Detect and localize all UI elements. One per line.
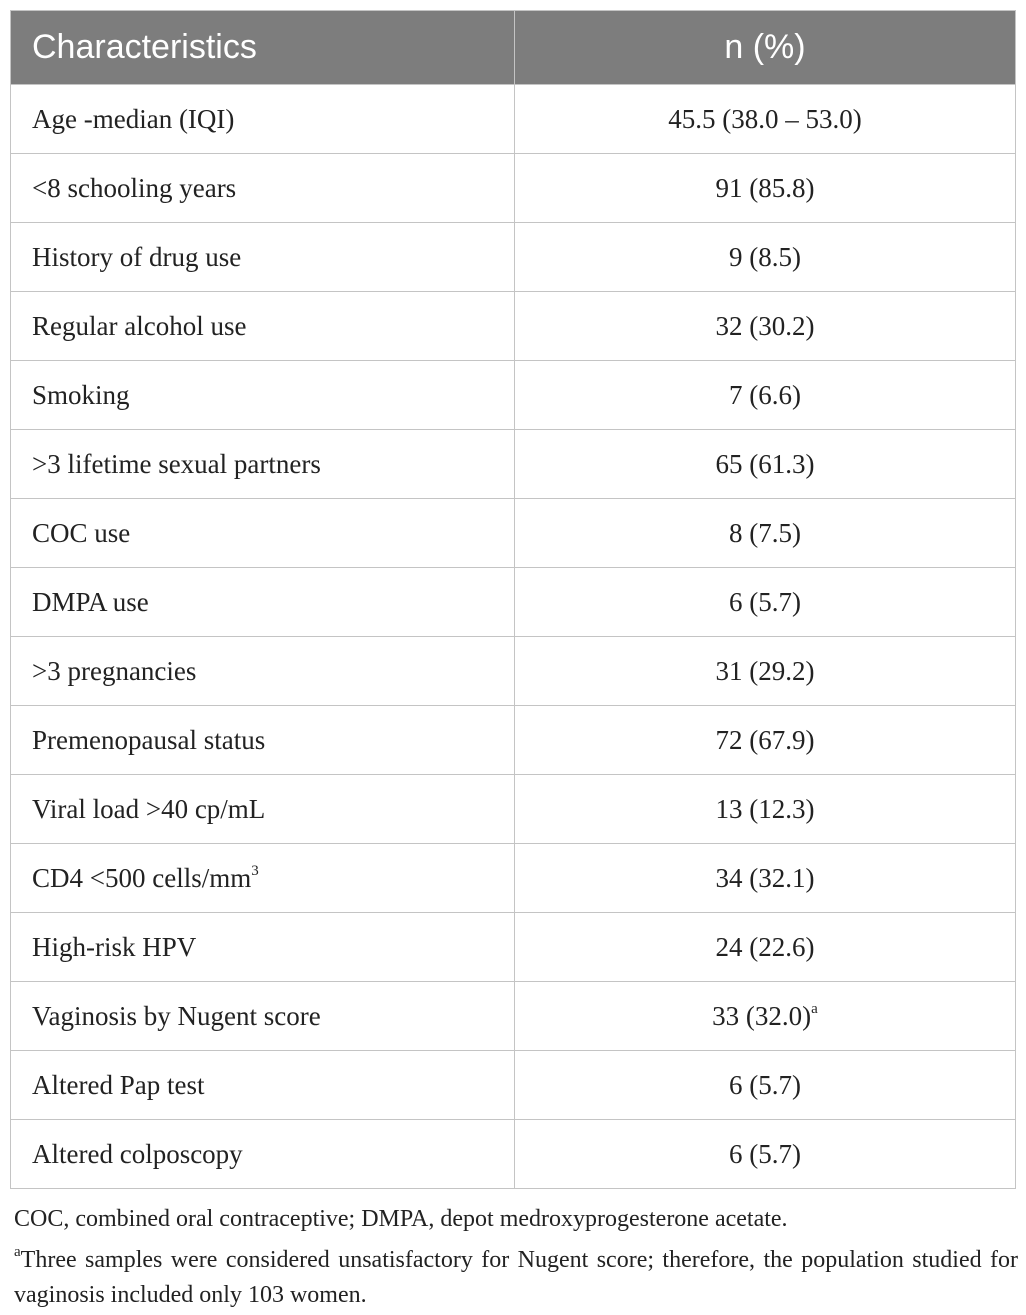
row-characteristic-superscript: 3 <box>251 862 259 879</box>
row-characteristic-text: History of drug use <box>32 241 242 272</box>
row-characteristic <box>11 292 515 361</box>
footnote-a-text: Three samples were considered unsatisfactory for Nugent score; therefore, the population studied for vaginosis included only 103 women. <box>14 1247 1018 1308</box>
characteristics-table-container <box>10 10 1015 1189</box>
row-value-text: 33 (32.0) <box>712 1000 812 1031</box>
row-characteristic <box>11 913 515 982</box>
table-body <box>11 85 1016 1189</box>
row-value-text: 31 (29.2) <box>715 655 815 686</box>
header-row <box>11 11 1016 85</box>
row-value-text: 6 (5.7) <box>729 1069 801 1100</box>
row-characteristic <box>11 568 515 637</box>
header-characteristics: Characteristics <box>11 11 515 85</box>
row-characteristic-text: DMPA use <box>32 586 149 617</box>
row-characteristic <box>11 775 515 844</box>
row-characteristic-text: CD4 <500 cells/mm <box>32 862 252 893</box>
row-characteristic-text: Regular alcohol use <box>32 310 247 341</box>
table-row <box>11 361 1016 430</box>
row-characteristic <box>11 499 515 568</box>
row-value <box>515 154 1016 223</box>
table-row <box>11 637 1016 706</box>
row-value-text: 6 (5.7) <box>729 1138 801 1169</box>
row-value-text: 24 (22.6) <box>715 931 815 962</box>
row-value <box>515 1120 1016 1189</box>
row-characteristic-text: High-risk HPV <box>32 931 197 962</box>
row-value <box>515 568 1016 637</box>
row-characteristic-text: Vaginosis by Nugent score <box>32 1000 321 1031</box>
table-footnotes <box>14 1202 1018 1313</box>
row-value <box>515 361 1016 430</box>
row-value-superscript: a <box>811 1000 818 1017</box>
table-row <box>11 706 1016 775</box>
row-characteristic-text: Viral load >40 cp/mL <box>32 793 266 824</box>
row-value-text: 91 (85.8) <box>715 172 815 203</box>
row-value-text: 34 (32.1) <box>715 862 815 893</box>
characteristics-table <box>10 10 1016 1189</box>
footnote-abbreviations: COC, combined oral contraceptive; DMPA, depot medroxyprogesterone acetate. <box>14 1206 788 1232</box>
header-n-percent: n (%) <box>515 11 1016 85</box>
table-row <box>11 568 1016 637</box>
row-characteristic-text: Altered colposcopy <box>32 1138 243 1169</box>
row-value-text: 72 (67.9) <box>715 724 815 755</box>
row-characteristic <box>11 706 515 775</box>
row-characteristic <box>11 154 515 223</box>
row-value-text: 8 (7.5) <box>729 517 801 548</box>
table-row <box>11 1120 1016 1189</box>
row-characteristic-text: Altered Pap test <box>32 1069 205 1100</box>
table-header <box>11 11 1016 85</box>
table-row <box>11 1051 1016 1120</box>
footnote-a <box>14 1237 1018 1313</box>
row-characteristic <box>11 637 515 706</box>
row-value-text: 6 (5.7) <box>729 586 801 617</box>
row-characteristic <box>11 982 515 1051</box>
row-value <box>515 637 1016 706</box>
row-characteristic-text: <8 schooling years <box>32 172 237 203</box>
row-value <box>515 706 1016 775</box>
row-characteristic <box>11 844 515 913</box>
table-row <box>11 292 1016 361</box>
row-value <box>515 223 1016 292</box>
table-row <box>11 499 1016 568</box>
table-row <box>11 430 1016 499</box>
row-value <box>515 775 1016 844</box>
table-row <box>11 775 1016 844</box>
table-row <box>11 844 1016 913</box>
row-characteristic <box>11 1051 515 1120</box>
row-value <box>515 982 1016 1051</box>
row-value <box>515 85 1016 154</box>
row-value <box>515 1051 1016 1120</box>
row-characteristic-text: >3 lifetime sexual partners <box>32 448 321 479</box>
row-characteristic-text: Smoking <box>32 379 130 410</box>
row-characteristic <box>11 361 515 430</box>
table-row <box>11 85 1016 154</box>
row-value-text: 9 (8.5) <box>729 241 801 272</box>
row-characteristic-text: Premenopausal status <box>32 724 266 755</box>
row-characteristic-text: Age -median (IQI) <box>32 103 235 134</box>
table-row <box>11 913 1016 982</box>
row-characteristic-text: >3 pregnancies <box>32 655 197 686</box>
row-value-text: 7 (6.6) <box>729 379 801 410</box>
row-value <box>515 499 1016 568</box>
row-value <box>515 844 1016 913</box>
row-value <box>515 430 1016 499</box>
row-characteristic <box>11 85 515 154</box>
row-value-text: 32 (30.2) <box>715 310 815 341</box>
row-value <box>515 913 1016 982</box>
row-value <box>515 292 1016 361</box>
table-row <box>11 982 1016 1051</box>
table-row <box>11 223 1016 292</box>
row-value-text: 65 (61.3) <box>715 448 815 479</box>
row-characteristic <box>11 430 515 499</box>
row-value-text: 13 (12.3) <box>715 793 815 824</box>
footnote-marker: a <box>14 1244 21 1260</box>
table-row <box>11 154 1016 223</box>
row-characteristic <box>11 223 515 292</box>
row-characteristic <box>11 1120 515 1189</box>
row-value-text: 45.5 (38.0 – 53.0) <box>668 103 862 134</box>
row-characteristic-text: COC use <box>32 517 131 548</box>
